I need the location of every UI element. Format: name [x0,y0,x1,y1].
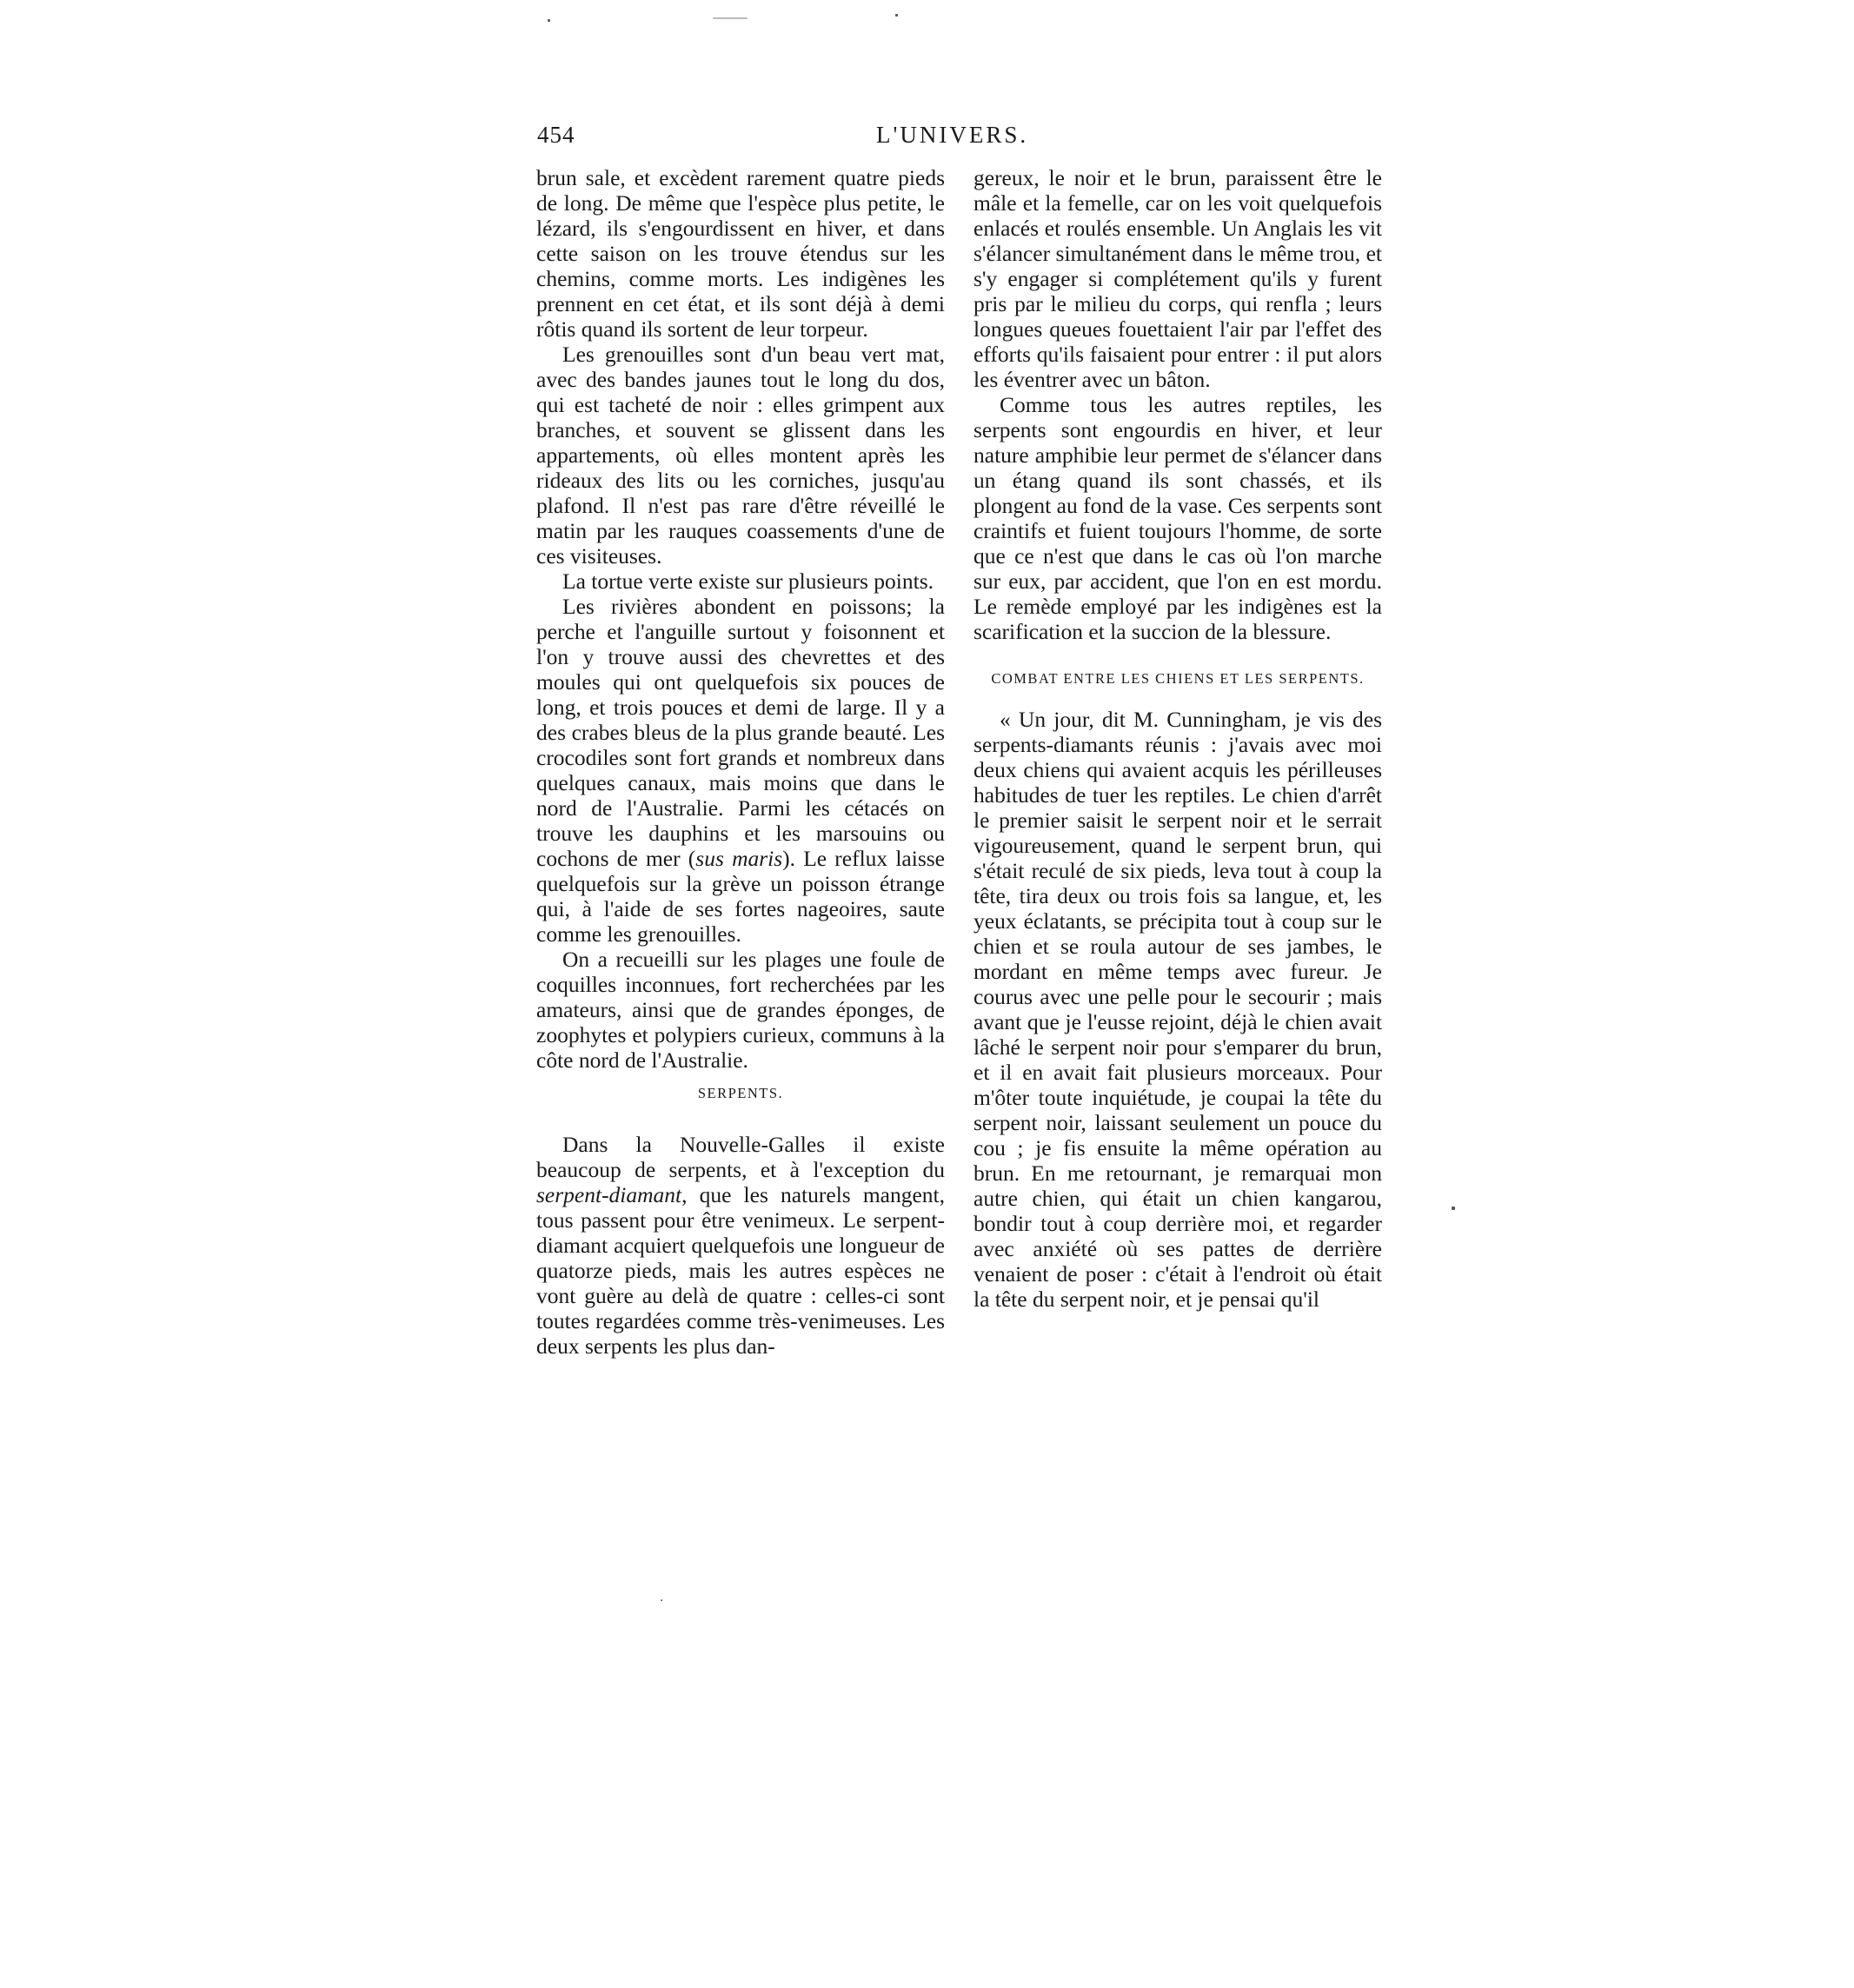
paragraph: « Un jour, dit M. Cunningham, je vis des serpents-diamants réunis : j'avais avec moi deux chiens qui avaient acquis les périlleuses habitudes de tuer les reptiles. Le chien d'arrêt le premier saisit le serpent noir et le serrait vigoureusement, quand le serpent brun, qui s'était reculé de six pieds, leva tout à coup la tête, tira deux ou trois fois sa langue, et, les yeux éclatants, se précipita tout à coup sur le chien et se roula autour de ses jambes, le mordant en même temps avec fureur. Je courus avec une pelle pour le secourir ; mais avant que je l'eusse rejoint, déjà le chien avait lâché le serpent noir pour s'emparer du brun, et il en avait fait plusieurs morceaux. Pour m'ôter toute inquiétude, je coupai la tête du serpent noir, laissant seulement un pouce du cou ; je fis ensuite la même opération au brun. En me retournant, je remarquai mon autre chien, qui était un chien kangarou, bondir tout à coup derrière moi, et regarder avec anxiété où ses pattes de derrière venaient de poser : c'était à l'endroit où était la tête du serpent noir, et je pensai qu'il [974,707,1382,1312]
page-header [537,122,1396,156]
text-run: ). Le reflux laisse quelquefois sur la grève un poisson étrange qui, à l'aide de ses fortes nageoires, saute comme les grenouilles. [536,846,945,947]
text-run: Dans la Nouvelle-Galles il existe beaucoup de serpents, et à l'exception du [536,1132,945,1182]
paragraph: Comme tous les autres reptiles, les serpents sont engourdis en hiver, et leur nature amphibie leur permet de s'élancer dans un étang quand ils sont chassés, et ils plongent au fond de la vase. Ces serpents sont craintifs et fuient toujours l'homme, de sorte que ce n'est que dans le cas où l'on marche sur eux, par accident, que l'on en est mordu. Le remède employé par les indigènes est la scarification et la succion de la blessure. [974,392,1382,644]
paragraph: gereux, le noir et le brun, paraissent être le mâle et la femelle, car on les voit quelquefois enlacés et roulés ensemble. Un Anglais les vit s'élancer simultanément dans le même trou, et s'y engager si complétement qu'ils y furent pris par le milieu du corps, qui renfla ; leurs longues queues fouettaient l'air par l'effet des efforts qu'ils faisaient pour entrer : il put alors les éventrer avec un bâton. [974,165,1382,392]
text-run: , que les naturels mangent, tous passent pour être venimeux. Le serpent-diamant acquiert quelquefois une longueur de quatorze pieds, mais les autres espèces ne vont guère au delà de quatre : celles-ci sont toutes regardées comme très-venimeuses. Les deux serpents les plus dan- [536,1182,945,1359]
section-heading: COMBAT ENTRE LES CHIENS ET LES SERPENTS. [991,670,1365,687]
scan-speck [661,1599,662,1601]
left-column [536,165,945,1359]
text-run: Les rivières abondent en poissons; la perche et l'anguille surtout y foisonnent et l'on y trouve aussi des chevrettes et des moules qui ont quelquefois six pouces de long, et trois pouces et demi de large. Il y a des crabes bleus de la plus grande beauté. Les crocodiles sont fort grands et nombreux dans quelques canaux, mais moins que dans le nord de l'Australie. Parmi les cétacés on trouve les dauphins et les marsouins ou cochons de mer ( [536,594,945,871]
scan-speck [1452,1207,1455,1210]
paragraph: Les grenouilles sont d'un beau vert mat, avec des bandes jaunes tout le long du dos, qui est tacheté de noir : elles grimpent aux branches, et souvent se glissent dans les appartements, où elles montent après les rideaux des lits ou les corniches, jusqu'au plafond. Il n'est pas rare d'être réveillé le matin par les rauques coassements d'une de ces visiteuses. [536,342,945,568]
paragraph: brun sale, et excèdent rarement quatre pieds de long. De même que l'espèce plus petite, le lézard, ils s'engourdissent en hiver, et dans cette saison on les trouve étendus sur les chemins, comme morts. Les indigènes les prennent en cet état, et ils sont déjà à demi rôtis quand ils sortent de leur torpeur. [536,165,945,342]
page-number: 454 [537,122,575,148]
paragraph: On a recueilli sur les plages une foule de coquilles inconnues, fort recherchées par les amateurs, ainsi que de grandes éponges, de zoophytes et polypiers curieux, communs à la côte nord de l'Australie. [536,947,945,1073]
italic-term: serpent-diamant [536,1182,682,1207]
scan-speck [548,19,550,22]
paragraph [536,594,945,947]
paragraph: La tortue verte existe sur plusieurs points. [562,568,934,594]
paragraph [536,1132,945,1359]
italic-term: sus maris [695,846,783,871]
right-column [974,165,1382,1312]
scan-speck [713,17,748,19]
scan-speck [895,14,898,17]
running-title: L'UNIVERS. [876,122,1029,148]
section-heading: SERPENTS. [697,1085,784,1101]
